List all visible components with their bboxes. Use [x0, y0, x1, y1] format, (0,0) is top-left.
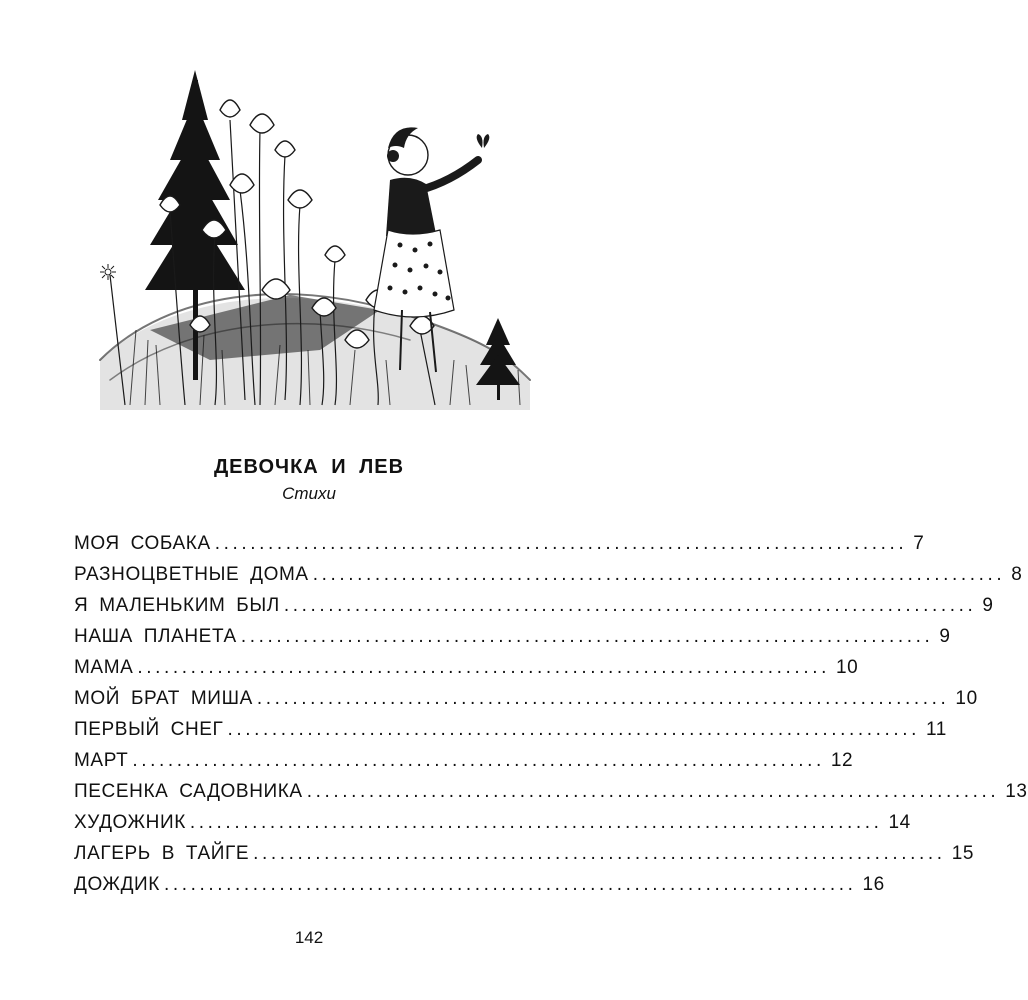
toc-entry[interactable] — [74, 843, 975, 874]
butterfly-icon — [477, 134, 490, 148]
toc-entry-title: ХУДОЖНИК — [74, 812, 186, 833]
toc-entry-title: МАМА — [74, 657, 134, 678]
toc-entry-title: ДОЖДИК — [74, 874, 160, 895]
toc-entry[interactable] — [74, 874, 885, 905]
table-of-contents — [74, 533, 1028, 905]
toc-entry[interactable] — [74, 564, 1023, 595]
toc-entry[interactable] — [74, 719, 947, 750]
toc-entry-title: НАША ПЛАНЕТА — [74, 626, 237, 647]
dot-leader: .............................................................................. — [227, 719, 920, 740]
toc-entry-page: 12 — [830, 750, 854, 771]
page-number: 142 — [294, 928, 324, 947]
toc-entry-title: ПЕРВЫЙ СНЕГ — [74, 719, 224, 740]
dot-leader: .............................................................................. — [132, 750, 825, 771]
toc-entry-title: ЛАГЕРЬ В ТАЙГЕ — [74, 843, 250, 864]
toc-entry-title: МОЙ БРАТ МИША — [74, 688, 253, 709]
toc-entry-page: 10 — [955, 688, 978, 709]
toc-entry-page: 8 — [1011, 564, 1023, 585]
toc-entry-title: Я МАЛЕНЬКИМ БЫЛ — [74, 595, 280, 616]
dot-leader: .............................................................................. — [253, 843, 946, 864]
toc-entry[interactable] — [74, 533, 925, 564]
dot-leader: .............................................................................. — [214, 533, 908, 554]
toc-entry-title: МАРТ — [74, 750, 129, 771]
dot-leader: .............................................................................. — [240, 626, 934, 647]
toc-entry[interactable] — [74, 626, 951, 657]
toc-entry-page: 16 — [862, 874, 885, 895]
toc-entry-page: 9 — [982, 595, 994, 616]
toc-entry[interactable] — [74, 595, 994, 626]
toc-entry-page: 14 — [888, 812, 911, 833]
section-subtitle: Стихи — [282, 484, 336, 503]
dot-leader: .............................................................................. — [137, 657, 830, 678]
dot-leader: .............................................................................. — [306, 781, 1000, 802]
toc-entry-title: МОЯ СОБАКА — [74, 533, 211, 554]
toc-entry-title: РАЗНОЦВЕТНЫЕ ДОМА — [74, 564, 309, 585]
daisy-icon — [100, 264, 116, 280]
girl-in-meadow-illustration — [90, 60, 550, 430]
toc-entry-page: 9 — [939, 626, 951, 647]
toc-entry-page: 7 — [913, 533, 925, 554]
section-title: ДЕВОЧКА И ЛЕВ — [213, 456, 405, 478]
dot-leader: .............................................................................. — [312, 564, 1006, 585]
toc-entry-page: 10 — [835, 657, 859, 678]
toc-entry[interactable] — [74, 812, 911, 843]
toc-entry[interactable] — [74, 657, 859, 688]
toc-entry-title: ПЕСЕНКА САДОВНИКА — [74, 781, 303, 802]
toc-entry-page: 13 — [1005, 781, 1028, 802]
toc-entry-page: 15 — [951, 843, 975, 864]
dot-leader: .............................................................................. — [283, 595, 977, 616]
toc-entry[interactable] — [74, 750, 854, 781]
dot-leader: .............................................................................. — [189, 812, 883, 833]
toc-entry-page: 11 — [925, 719, 947, 740]
dot-leader: .............................................................................. — [163, 874, 857, 895]
toc-entry[interactable] — [74, 688, 978, 719]
dot-leader: .............................................................................. — [256, 688, 950, 709]
toc-entry[interactable] — [74, 781, 1028, 812]
